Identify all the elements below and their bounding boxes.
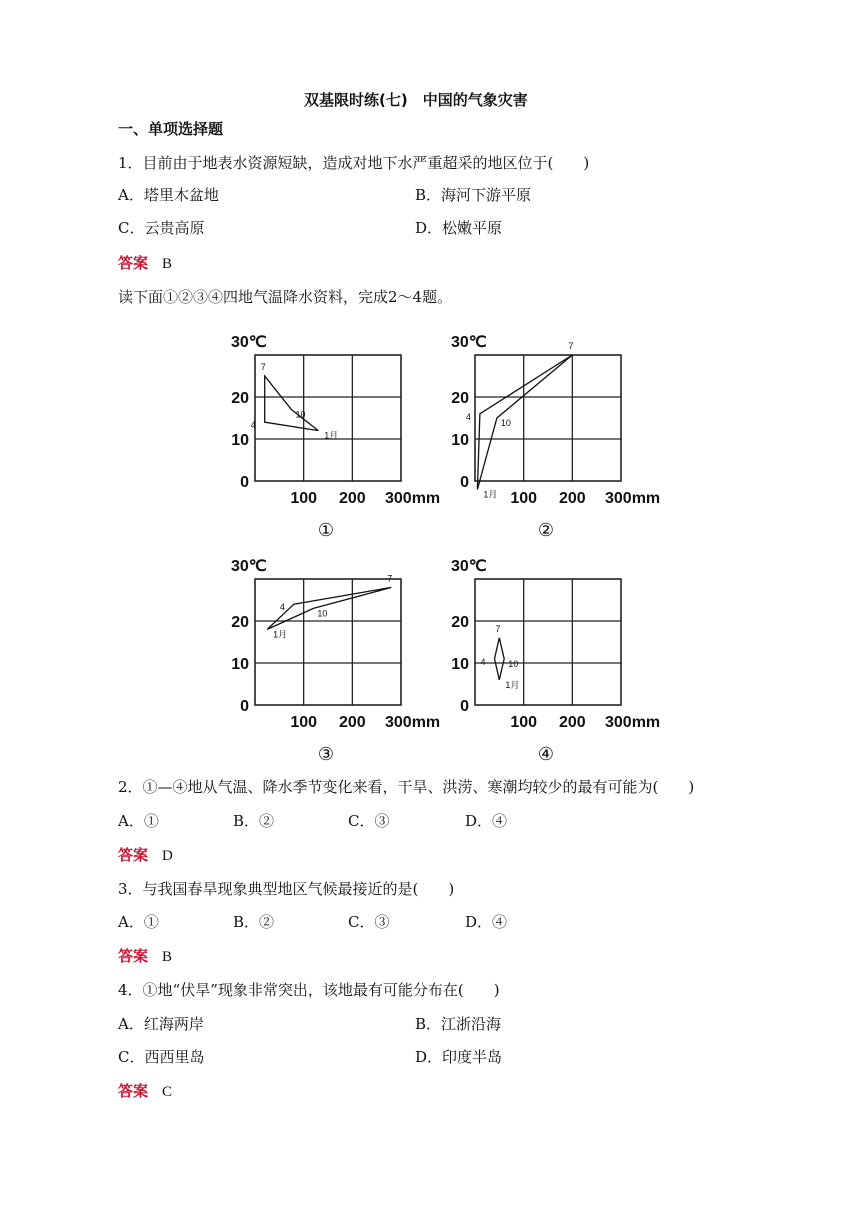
q2-option-b: B．② bbox=[233, 812, 275, 830]
chart-4-month-label: 7 bbox=[495, 623, 501, 634]
chart-3-y-tick-label: 10 bbox=[231, 656, 249, 673]
chart-4-y-tick-label: 20 bbox=[451, 614, 469, 631]
chart-4-y-tick-label: 30℃ bbox=[451, 558, 487, 575]
q4-answer-line bbox=[118, 1081, 172, 1102]
q1-option-c: C．云贵高原 bbox=[118, 219, 205, 237]
chart-3-month-label: 4 bbox=[279, 602, 285, 613]
chart-1-month-label: 4 bbox=[250, 420, 256, 431]
chart-3-month-label: 7 bbox=[387, 573, 393, 584]
page-title: 双基限时练(七) 中国的气象灾害 bbox=[304, 91, 528, 109]
chart-4-month-label: 1月 bbox=[505, 679, 520, 690]
chart-1-month-label: 1月 bbox=[324, 430, 339, 441]
chart-2-caption: ② bbox=[537, 520, 555, 540]
q2-answer-line bbox=[118, 845, 173, 866]
charts-intro: 读下面①②③④四地气温降水资料，完成2～4题。 bbox=[118, 288, 453, 306]
climate-charts bbox=[0, 325, 860, 775]
q4-answer-value: C bbox=[162, 1084, 173, 1100]
chart-1-x-tick-label: 200 bbox=[338, 490, 366, 507]
chart-4-caption: ④ bbox=[537, 744, 555, 764]
chart-2-climate-line bbox=[477, 355, 572, 489]
chart-4-frame bbox=[475, 579, 621, 705]
chart-4-x-tick-label: 300mm bbox=[605, 714, 661, 731]
question-1-stem: 1．目前由于地表水资源短缺，造成对地下水严重超采的地区位于( ) bbox=[118, 154, 590, 172]
q3-option-a: A．① bbox=[118, 913, 159, 931]
chart-3-x-tick-label: 200 bbox=[338, 714, 366, 731]
q2-option-c: C．③ bbox=[348, 812, 390, 830]
q1-answer-label: 答案 bbox=[118, 254, 149, 272]
chart-4-month-label: 4 bbox=[480, 656, 486, 667]
chart-2-y-tick-label: 30℃ bbox=[451, 334, 487, 351]
chart-4-x-tick-label: 100 bbox=[510, 714, 538, 731]
q3-option-c: C．③ bbox=[348, 913, 390, 931]
chart-2-month-label: 1月 bbox=[483, 489, 498, 500]
chart-1-climate-line bbox=[265, 376, 319, 431]
chart-3-y-tick-label: 0 bbox=[240, 698, 249, 715]
chart-3-climate-line bbox=[267, 587, 391, 629]
chart-1-month-label: 10 bbox=[295, 409, 306, 420]
chart-1-caption: ① bbox=[317, 520, 335, 540]
chart-2-y-tick-label: 10 bbox=[451, 432, 469, 449]
chart-4-y-tick-label: 0 bbox=[460, 698, 469, 715]
q3-answer-value: B bbox=[162, 949, 173, 965]
chart-2-month-label: 4 bbox=[465, 411, 471, 422]
chart-1-x-tick-label: 300mm bbox=[385, 490, 441, 507]
chart-3-y-tick-label: 30℃ bbox=[231, 558, 267, 575]
chart-1-frame bbox=[255, 355, 401, 481]
q3-option-b: B．② bbox=[233, 913, 275, 931]
q4-option-d: D．印度半岛 bbox=[415, 1048, 503, 1066]
q3-answer-label: 答案 bbox=[118, 947, 149, 965]
q2-answer-value: D bbox=[162, 848, 173, 864]
chart-2-month-label: 10 bbox=[500, 418, 511, 428]
chart-2-x-tick-label: 100 bbox=[510, 490, 538, 507]
question-2-stem: 2．①—④地从气温、降水季节变化来看，干旱、洪涝、寒潮均较少的最有可能为( ) bbox=[118, 778, 695, 796]
q1-option-d: D．松嫩平原 bbox=[415, 219, 503, 237]
q1-option-b: B．海河下游平原 bbox=[415, 186, 532, 204]
q2-answer-label: 答案 bbox=[118, 846, 149, 864]
question-4-stem: 4．①地“伏旱”现象非常突出，该地最有可能分布在( ) bbox=[118, 981, 500, 999]
chart-1-y-tick-label: 20 bbox=[231, 390, 249, 407]
chart-1-y-tick-label: 30℃ bbox=[231, 334, 267, 351]
chart-3-x-tick-label: 100 bbox=[290, 714, 318, 731]
chart-2-y-tick-label: 0 bbox=[460, 474, 469, 491]
chart-1-y-tick-label: 10 bbox=[231, 432, 249, 449]
q4-option-b: B．江浙沿海 bbox=[415, 1015, 502, 1033]
chart-2-y-tick-label: 20 bbox=[451, 390, 469, 407]
chart-4-climate-line bbox=[495, 638, 505, 680]
q3-option-d: D．④ bbox=[465, 913, 508, 931]
chart-3-y-tick-label: 20 bbox=[231, 614, 249, 631]
chart-4-y-tick-label: 10 bbox=[451, 656, 469, 673]
chart-3-caption: ③ bbox=[317, 744, 335, 764]
q4-answer-label: 答案 bbox=[118, 1082, 149, 1100]
chart-1-y-tick-label: 0 bbox=[240, 474, 249, 491]
q4-option-a: A．红海两岸 bbox=[118, 1015, 204, 1033]
chart-1-month-label: 7 bbox=[260, 362, 266, 372]
chart-4-month-label: 10 bbox=[508, 658, 519, 669]
chart-2-x-tick-label: 200 bbox=[558, 490, 586, 507]
q1-answer-value: B bbox=[162, 256, 173, 272]
chart-3-x-tick-label: 300mm bbox=[385, 714, 441, 731]
chart-3-month-label: 1月 bbox=[273, 629, 288, 640]
chart-4-x-tick-label: 200 bbox=[558, 714, 586, 731]
section-heading: 一、单项选择题 bbox=[118, 120, 224, 138]
chart-3-month-label: 10 bbox=[317, 608, 328, 619]
q1-option-a: A．塔里木盆地 bbox=[118, 186, 219, 204]
chart-2-month-label: 7 bbox=[568, 341, 574, 351]
question-3-stem: 3．与我国春旱现象典型地区气候最接近的是( ) bbox=[118, 880, 455, 898]
q2-option-a: A．① bbox=[118, 812, 159, 830]
q3-answer-line bbox=[118, 946, 172, 967]
q2-option-d: D．④ bbox=[465, 812, 508, 830]
chart-2-x-tick-label: 300mm bbox=[605, 490, 661, 507]
chart-1-x-tick-label: 100 bbox=[290, 490, 318, 507]
q1-answer-line bbox=[118, 253, 172, 274]
q4-option-c: C．西西里岛 bbox=[118, 1048, 205, 1066]
